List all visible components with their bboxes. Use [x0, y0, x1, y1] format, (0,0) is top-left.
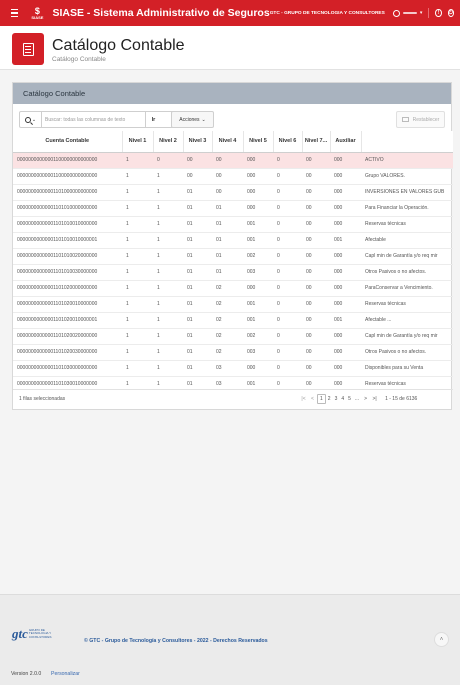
report-toolbar — [13, 104, 451, 130]
cell-level-1: 1 — [122, 248, 153, 264]
table-row[interactable] — [13, 376, 453, 387]
cell-level-2: 1 — [153, 296, 183, 312]
cell-level-5: 002 — [243, 328, 273, 344]
cell-level-5: 000 — [243, 168, 273, 184]
cell-level-3: 00 — [183, 152, 212, 168]
cell-account: 00000000000001100000000000000 — [13, 168, 122, 184]
cell-level-1: 1 — [122, 216, 153, 232]
cell-level-7: 00 — [302, 168, 330, 184]
cell-level-2: 1 — [153, 328, 183, 344]
page-link[interactable]: 3 — [334, 396, 338, 402]
page-link[interactable]: 5 — [348, 396, 351, 402]
cell-level-1: 1 — [122, 280, 153, 296]
cell-level-2: 1 — [153, 216, 183, 232]
page-link-current[interactable]: 1 — [317, 394, 326, 404]
menu-icon[interactable] — [11, 9, 18, 17]
cell-level-5: 000 — [243, 200, 273, 216]
cell-level-2: 1 — [153, 232, 183, 248]
cell-level-4: 02 — [212, 312, 243, 328]
cell-level-6: 0 — [273, 168, 302, 184]
cell-description: Reservas técnicas — [361, 216, 453, 232]
cell-auxiliary: 000 — [330, 168, 361, 184]
cell-level-3: 01 — [183, 264, 212, 280]
search-input[interactable] — [42, 117, 145, 123]
cell-level-7: 00 — [302, 264, 330, 280]
siase-logo — [28, 4, 46, 22]
cell-account: 00000000000001101010020000000 — [13, 248, 122, 264]
cell-level-5: 001 — [243, 216, 273, 232]
cell-auxiliary: 000 — [330, 296, 361, 312]
breadcrumb[interactable]: Catálogo Contable — [52, 56, 106, 63]
cell-description: Otros Pasivos o no afectos. — [361, 264, 453, 280]
actions-label: Acciones — [179, 116, 200, 123]
cell-level-1: 1 — [122, 232, 153, 248]
cell-level-3: 01 — [183, 184, 212, 200]
cell-level-7: 00 — [302, 328, 330, 344]
cell-level-4: 03 — [212, 360, 243, 376]
chevron-down-icon: ▾ — [419, 10, 423, 16]
report-region — [12, 82, 452, 410]
cell-level-6: 0 — [273, 296, 302, 312]
logo-text: SIASE — [31, 14, 44, 20]
cell-account: 00000000000001101010010000000 — [13, 216, 122, 232]
page-link[interactable]: 4 — [341, 396, 345, 402]
cell-level-5: 000 — [243, 280, 273, 296]
cell-level-5: 001 — [243, 232, 273, 248]
table-row[interactable] — [13, 232, 453, 248]
previous-page-button[interactable]: < — [311, 396, 314, 402]
cell-level-5: 001 — [243, 376, 273, 387]
cell-level-7: 00 — [302, 152, 330, 168]
cell-level-3: 01 — [183, 360, 212, 376]
cell-level-6: 0 — [273, 216, 302, 232]
brand[interactable] — [28, 4, 269, 22]
cell-auxiliary: 000 — [330, 152, 361, 168]
cell-level-1: 1 — [122, 296, 153, 312]
cell-auxiliary: 000 — [330, 200, 361, 216]
cell-level-7: 00 — [302, 376, 330, 387]
cell-level-1: 1 — [122, 360, 153, 376]
cell-level-3: 01 — [183, 200, 212, 216]
version-label: Version 2.0.0 — [11, 671, 42, 677]
cell-level-4: 03 — [212, 376, 243, 387]
cell-auxiliary: 001 — [330, 312, 361, 328]
customize-link[interactable]: Personalizar — [51, 671, 80, 677]
power-icon[interactable]: ⏻ — [448, 10, 453, 16]
cell-level-6: 0 — [273, 360, 302, 376]
cell-auxiliary: 000 — [330, 184, 361, 200]
cell-level-4: 02 — [212, 296, 243, 312]
cell-level-5: 000 — [243, 152, 273, 168]
cell-level-7: 00 — [302, 280, 330, 296]
cell-level-4: 02 — [212, 328, 243, 344]
table-row[interactable] — [13, 168, 453, 184]
cell-description: Capl min de Garantía y/o req mir — [361, 248, 453, 264]
selected-rows-count: 1 filas seleccionadas — [19, 396, 66, 402]
column-header[interactable]: Nivel 1 — [122, 131, 153, 152]
cell-description: Disponibles para su Venta — [361, 360, 453, 376]
reset-icon — [402, 117, 409, 122]
cell-account: 00000000000001101020010000001 — [13, 312, 122, 328]
cell-level-3: 01 — [183, 344, 212, 360]
cell-level-1: 1 — [122, 152, 153, 168]
cell-auxiliary: 000 — [330, 328, 361, 344]
cell-level-2: 1 — [153, 360, 183, 376]
cell-level-2: 1 — [153, 168, 183, 184]
column-header[interactable]: Nivel 6 — [273, 131, 302, 152]
search-icon — [25, 117, 31, 123]
cell-level-7: 00 — [302, 184, 330, 200]
cell-description: Capl min de Garantía y/o req mir — [361, 328, 453, 344]
cell-level-2: 0 — [153, 152, 183, 168]
reset-label: Restablecer — [412, 116, 440, 123]
cell-description: Otros Pasivos o no afectos. — [361, 344, 453, 360]
user-icon — [393, 10, 400, 17]
table-row[interactable] — [13, 344, 453, 360]
report-grid — [13, 131, 453, 387]
column-header[interactable]: Cuenta Contable — [13, 131, 122, 152]
page-header — [0, 26, 460, 70]
table-row[interactable] — [13, 200, 453, 216]
accounts-table — [13, 131, 453, 387]
cell-level-4: 01 — [212, 264, 243, 280]
cell-level-7: 00 — [302, 344, 330, 360]
cell-level-4: 01 — [212, 248, 243, 264]
cell-description: INVERSIONES EN VALORES GUB — [361, 184, 453, 200]
cell-account: 00000000000001101020030000000 — [13, 344, 122, 360]
page-link[interactable]: 2 — [327, 396, 331, 402]
table-row[interactable] — [13, 296, 453, 312]
cell-level-2: 1 — [153, 376, 183, 387]
cell-level-3: 01 — [183, 280, 212, 296]
app-title: SIASE - Sistema Administrativo de Seguros — [52, 7, 270, 19]
go-button[interactable]: Ir — [145, 112, 161, 127]
cell-account: 00000000000001101000000000000 — [13, 184, 122, 200]
cell-level-2: 1 — [153, 200, 183, 216]
cell-level-6: 0 — [273, 328, 302, 344]
cell-description: Afectable — [361, 232, 453, 248]
cell-level-6: 0 — [273, 200, 302, 216]
logo-mark: gtc — [12, 626, 28, 641]
cell-level-5: 001 — [243, 296, 273, 312]
last-page-button[interactable]: >| — [372, 396, 377, 402]
logo-subtext: GRUPO DE TECNOLOGIA Y CONSULTORES — [28, 627, 52, 639]
column-header[interactable]: Nivel 3 — [183, 131, 212, 152]
cell-account: 00000000000001101030010000000 — [13, 376, 122, 387]
column-header[interactable] — [361, 131, 453, 152]
cell-level-3: 01 — [183, 328, 212, 344]
cell-level-7: 00 — [302, 312, 330, 328]
cell-account: 00000000000001101020000000000 — [13, 280, 122, 296]
cell-level-6: 0 — [273, 376, 302, 387]
table-row[interactable] — [13, 248, 453, 264]
cell-level-6: 0 — [273, 152, 302, 168]
table-row[interactable] — [13, 264, 453, 280]
cell-auxiliary: 000 — [330, 216, 361, 232]
page-title: Catálogo Contable — [52, 37, 185, 54]
cell-level-3: 01 — [183, 312, 212, 328]
cell-description: Reservas técnicas — [361, 296, 453, 312]
cell-account: 00000000000001101020010000000 — [13, 296, 122, 312]
cell-account: 00000000000001101010030000000 — [13, 264, 122, 280]
cell-level-1: 1 — [122, 376, 153, 387]
cell-level-3: 00 — [183, 168, 212, 184]
cell-level-2: 1 — [153, 248, 183, 264]
cell-level-5: 001 — [243, 312, 273, 328]
cell-level-4: 01 — [212, 200, 243, 216]
column-header[interactable]: Nivel 7... — [302, 131, 330, 152]
next-page-button[interactable]: > — [364, 396, 368, 402]
cell-account: 00000000000001101030000000000 — [13, 360, 122, 376]
cell-level-6: 0 — [273, 184, 302, 200]
page-footer — [0, 594, 460, 685]
cell-auxiliary: 000 — [330, 344, 361, 360]
table-row[interactable] — [13, 312, 453, 328]
cell-level-2: 1 — [153, 184, 183, 200]
table-row[interactable] — [13, 328, 453, 344]
cell-level-1: 1 — [122, 264, 153, 280]
cell-auxiliary: 000 — [330, 264, 361, 280]
cell-level-5: 003 — [243, 264, 273, 280]
cell-level-6: 0 — [273, 264, 302, 280]
cell-level-2: 1 — [153, 312, 183, 328]
report-footer — [13, 389, 453, 409]
cell-account: 00000000000001101010010000001 — [13, 232, 122, 248]
cell-level-4: 00 — [212, 152, 243, 168]
cell-level-6: 0 — [273, 280, 302, 296]
pagination — [299, 394, 417, 404]
cell-level-6: 0 — [273, 344, 302, 360]
table-header-row — [13, 131, 453, 152]
cell-level-3: 01 — [183, 376, 212, 387]
cell-account: 00000000000001100000000000000 — [13, 152, 122, 168]
cell-level-7: 00 — [302, 248, 330, 264]
cell-level-1: 1 — [122, 184, 153, 200]
cell-level-1: 1 — [122, 168, 153, 184]
cell-level-6: 0 — [273, 232, 302, 248]
cell-level-5: 002 — [243, 248, 273, 264]
cell-level-1: 1 — [122, 312, 153, 328]
cell-level-1: 1 — [122, 200, 153, 216]
cell-level-2: 1 — [153, 264, 183, 280]
scroll-top-button[interactable] — [434, 632, 449, 647]
cell-description: Reservas técnicas — [361, 376, 453, 387]
cell-level-3: 01 — [183, 248, 212, 264]
pagination-range: 1 - 15 de 6136 — [385, 396, 418, 402]
cell-level-3: 01 — [183, 296, 212, 312]
cell-level-7: 00 — [302, 200, 330, 216]
cell-description: Grupo VALORES. — [361, 168, 453, 184]
chevron-down-icon: ⌄ — [201, 116, 206, 123]
chevron-up-icon: ˄ — [439, 636, 444, 643]
cell-level-7: 00 — [302, 232, 330, 248]
reset-button[interactable] — [396, 111, 445, 128]
cell-level-7: 00 — [302, 360, 330, 376]
table-row[interactable] — [13, 360, 453, 376]
cell-auxiliary: 000 — [330, 376, 361, 387]
cell-auxiliary: 000 — [330, 280, 361, 296]
column-header[interactable]: Nivel 4 — [212, 131, 243, 152]
cell-level-6: 0 — [273, 312, 302, 328]
cell-description: ACTIVO — [361, 152, 453, 168]
top-navigation-bar — [0, 0, 460, 26]
copyright-text: © GTC - Grupo de Tecnología y Consultores - 2022 - Derechos Reservados — [84, 638, 268, 644]
cell-level-6: 0 — [273, 248, 302, 264]
cell-account: 00000000000001101020020000000 — [13, 328, 122, 344]
cell-level-4: 02 — [212, 344, 243, 360]
cell-level-5: 003 — [243, 344, 273, 360]
organization-name: GTC - GRUPO DE TECNOLOGIA Y CONSULTORES — [269, 10, 385, 16]
cell-level-2: 1 — [153, 280, 183, 296]
logo-symbol: $ — [34, 5, 40, 16]
cell-description: ParaConservar a Vencimiento. — [361, 280, 453, 296]
cell-level-5: 000 — [243, 360, 273, 376]
cell-level-1: 1 — [122, 344, 153, 360]
cell-level-5: 000 — [243, 184, 273, 200]
cell-auxiliary: 000 — [330, 360, 361, 376]
region-title: Catálogo Contable — [13, 83, 451, 104]
search-bar — [19, 111, 174, 128]
table-row[interactable] — [13, 216, 453, 232]
table-row[interactable] — [13, 184, 453, 200]
search-column-button[interactable] — [20, 112, 42, 127]
cell-level-4: 00 — [212, 168, 243, 184]
cell-level-7: 00 — [302, 296, 330, 312]
cell-auxiliary: 000 — [330, 248, 361, 264]
help-icon[interactable]: ! — [435, 9, 441, 17]
cell-level-4: 02 — [212, 280, 243, 296]
column-header[interactable]: Nivel 2 — [153, 131, 183, 152]
cell-description: Afectable ... — [361, 312, 453, 328]
cell-account: 00000000000001101010000000000 — [13, 200, 122, 216]
cell-level-3: 01 — [183, 232, 212, 248]
column-header[interactable]: Auxiliar — [330, 131, 361, 152]
column-header[interactable]: Nivel 5 — [243, 131, 273, 152]
cell-level-4: 00 — [212, 184, 243, 200]
divider — [428, 8, 429, 18]
first-page-button[interactable]: |< — [301, 396, 306, 402]
cell-level-1: 1 — [122, 328, 153, 344]
table-row[interactable] — [13, 280, 453, 296]
gtc-logo — [12, 626, 59, 642]
table-row[interactable] — [13, 152, 453, 168]
cell-level-7: 00 — [302, 216, 330, 232]
cell-level-3: 01 — [183, 216, 212, 232]
pagination-ellipsis: ... — [354, 396, 360, 402]
cell-level-2: 1 — [153, 344, 183, 360]
cell-level-4: 01 — [212, 216, 243, 232]
chevron-down-icon: ⌄ — [31, 116, 37, 123]
cell-level-4: 01 — [212, 232, 243, 248]
user-name-redacted — [403, 12, 417, 14]
cell-description: Para Financiar la Operación. — [361, 200, 453, 216]
cell-auxiliary: 001 — [330, 232, 361, 248]
user-menu[interactable] — [393, 10, 423, 17]
building-icon — [12, 33, 44, 65]
actions-button[interactable] — [171, 111, 214, 128]
